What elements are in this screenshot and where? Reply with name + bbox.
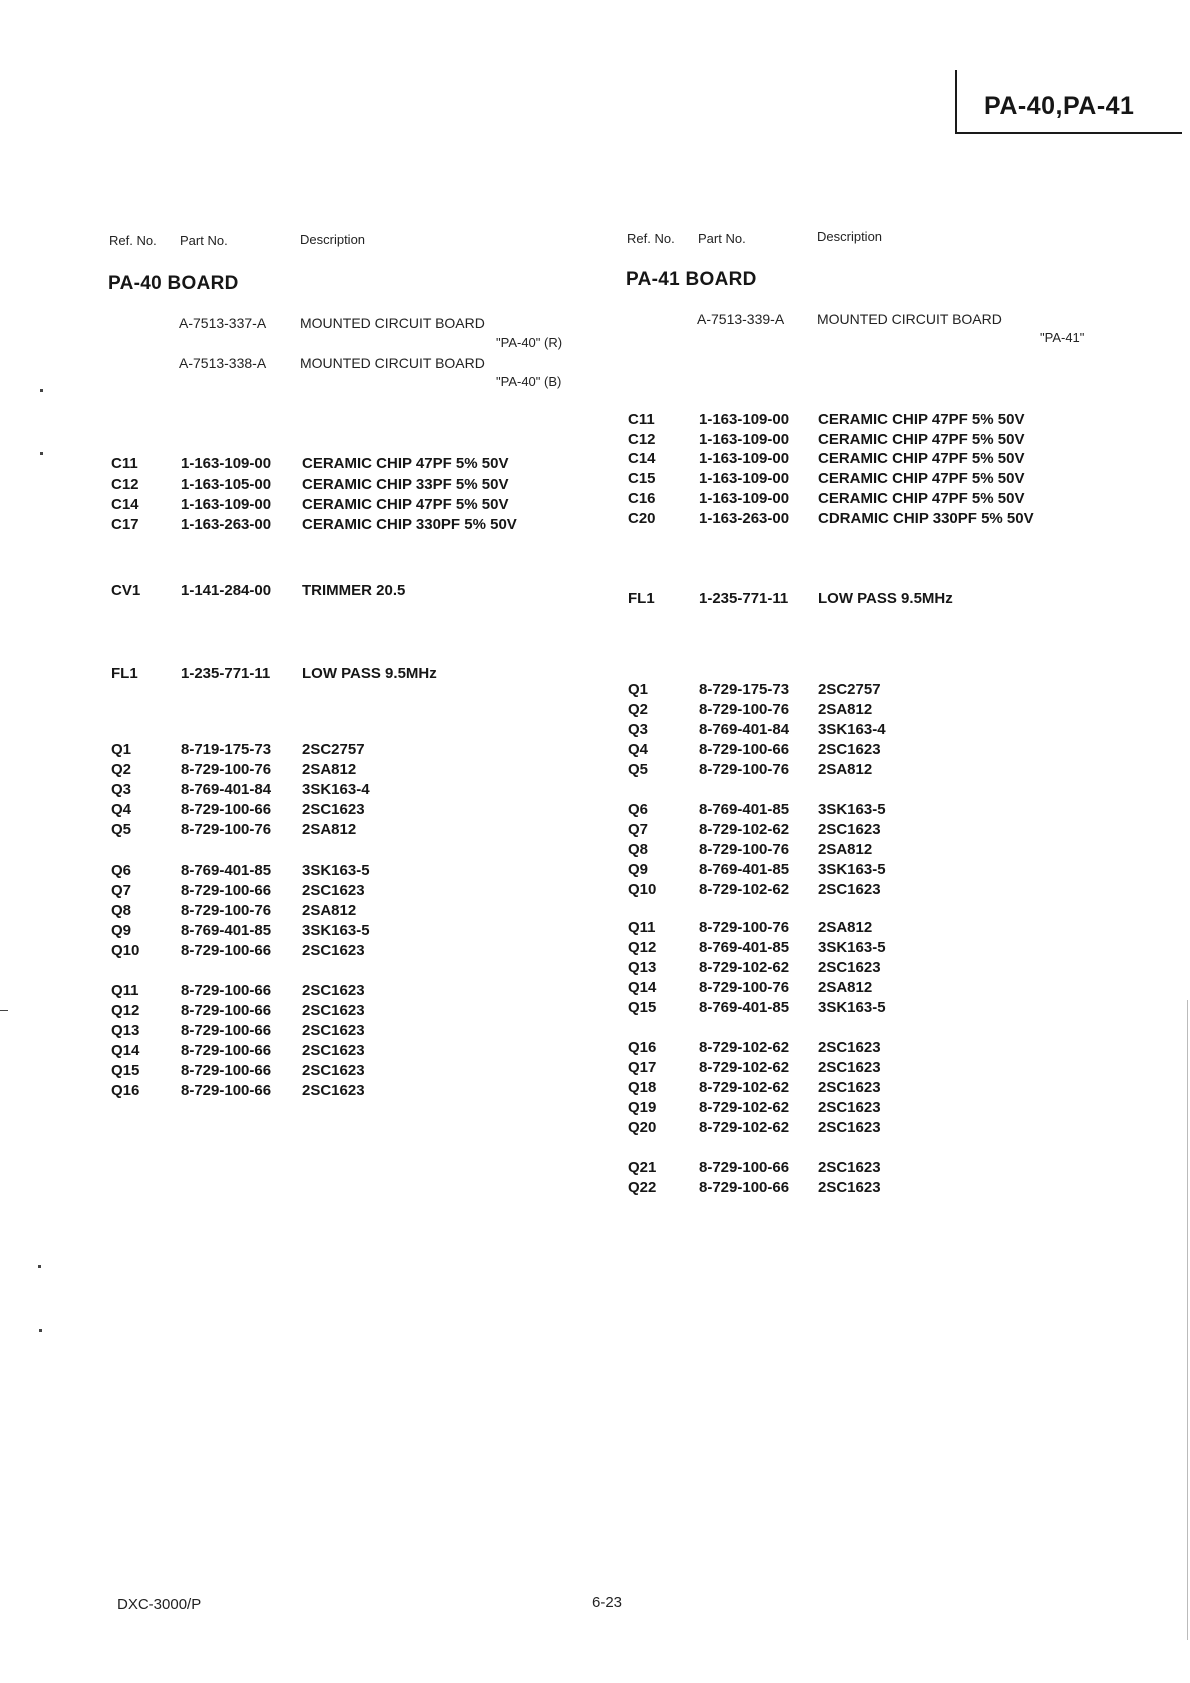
part-part: 8-719-175-73 (181, 741, 272, 758)
part-part: 1-163-109-00 (699, 470, 790, 487)
part-part: 8-729-100-76 (699, 919, 790, 936)
part-desc: 3SK163-5 (302, 862, 370, 879)
part-ref: Q2 (111, 761, 132, 778)
part-ref: Q7 (628, 821, 649, 838)
part-ref: Q16 (111, 1082, 140, 1099)
part-part: 8-729-100-76 (699, 841, 790, 858)
part-part: 8-729-100-66 (181, 942, 272, 959)
part-part: 8-729-102-62 (699, 881, 790, 898)
part-desc: 2SC1623 (818, 1039, 881, 1056)
left-mounted-desc: MOUNTED CIRCUIT BOARD (300, 315, 485, 331)
part-desc: CERAMIC CHIP 47PF 5% 50V (818, 450, 1025, 467)
part-part: 8-769-401-84 (699, 721, 790, 738)
scan-dot (38, 1265, 41, 1268)
part-ref: Q1 (628, 681, 649, 698)
part-ref: Q11 (628, 919, 656, 936)
part-desc: 2SC1623 (302, 1022, 365, 1039)
part-desc: 2SC1623 (818, 821, 881, 838)
part-ref: C15 (628, 470, 656, 487)
right-col-header-ref: Ref. No. (627, 231, 675, 246)
part-part: 8-729-102-62 (699, 959, 790, 976)
part-part: 8-729-100-76 (181, 761, 272, 778)
part-ref: Q16 (628, 1039, 657, 1056)
part-desc: CERAMIC CHIP 330PF 5% 50V (302, 516, 517, 533)
part-ref: Q21 (628, 1159, 657, 1176)
part-part: 8-729-100-66 (699, 1159, 790, 1176)
part-desc: 2SC1623 (302, 1082, 365, 1099)
part-part: 1-163-263-00 (181, 516, 272, 533)
part-ref: C17 (111, 516, 139, 533)
part-desc: 2SC1623 (818, 1179, 881, 1196)
part-ref: C11 (111, 455, 138, 472)
part-desc: 2SA812 (302, 761, 357, 778)
left-mounted-part: A-7513-338-A (179, 355, 267, 371)
part-ref: Q8 (628, 841, 649, 858)
part-ref: Q10 (628, 881, 657, 898)
part-ref: Q15 (111, 1062, 140, 1079)
part-desc: 3SK163-5 (818, 801, 886, 818)
part-desc: CERAMIC CHIP 47PF 5% 50V (818, 431, 1025, 448)
part-ref: Q5 (111, 821, 132, 838)
part-part: 8-729-100-66 (181, 801, 272, 818)
part-part: 8-769-401-85 (181, 862, 272, 879)
part-ref: Q7 (111, 882, 132, 899)
part-ref: Q14 (628, 979, 657, 996)
part-desc: 2SA812 (302, 821, 357, 838)
part-ref: Q9 (628, 861, 649, 878)
part-part: 8-729-100-66 (699, 1179, 790, 1196)
part-desc: 2SC2757 (818, 681, 881, 698)
part-part: 8-729-102-62 (699, 821, 790, 838)
part-part: 8-729-100-76 (181, 821, 272, 838)
part-ref: Q6 (628, 801, 649, 818)
part-part: 1-141-284-00 (181, 582, 272, 599)
scan-dot (40, 452, 43, 455)
part-part: 1-235-771-11 (699, 590, 789, 607)
part-ref: FL1 (111, 665, 138, 682)
part-ref: Q4 (111, 801, 132, 818)
part-part: 8-729-100-66 (181, 1022, 272, 1039)
right-mounted-desc: MOUNTED CIRCUIT BOARD (817, 311, 1002, 327)
part-desc: CERAMIC CHIP 47PF 5% 50V (818, 490, 1025, 507)
part-part: 8-729-100-66 (699, 741, 790, 758)
part-part: 1-163-109-00 (181, 496, 272, 513)
part-ref: Q5 (628, 761, 649, 778)
part-part: 8-769-401-85 (699, 801, 790, 818)
part-part: 8-729-100-76 (181, 902, 272, 919)
part-desc: 2SC1623 (302, 1042, 365, 1059)
part-desc: CERAMIC CHIP 47PF 5% 50V (818, 470, 1025, 487)
part-desc: 2SA812 (818, 701, 873, 718)
part-ref: Q13 (111, 1022, 140, 1039)
part-desc: 2SC1623 (302, 1002, 365, 1019)
part-ref: Q2 (628, 701, 649, 718)
part-ref: Q19 (628, 1099, 657, 1116)
part-desc: CERAMIC CHIP 47PF 5% 50V (302, 455, 509, 472)
scan-edge-line (1187, 1000, 1188, 1640)
part-desc: CDRAMIC CHIP 330PF 5% 50V (818, 510, 1034, 527)
part-ref: FL1 (628, 590, 655, 607)
part-ref: C12 (628, 431, 656, 448)
part-part: 8-729-102-62 (699, 1079, 790, 1096)
part-desc: 2SC1623 (818, 1079, 881, 1096)
part-ref: Q12 (628, 939, 657, 956)
part-part: 8-769-401-85 (699, 999, 790, 1016)
part-ref: Q22 (628, 1179, 657, 1196)
part-ref: Q3 (111, 781, 132, 798)
part-desc: 2SC1623 (818, 959, 881, 976)
part-desc: 3SK163-5 (818, 939, 886, 956)
left-board-title: PA-40 BOARD (108, 273, 239, 294)
part-desc: 3SK163-5 (302, 922, 370, 939)
left-mounted-part: A-7513-337-A (179, 315, 267, 331)
part-ref: Q18 (628, 1079, 657, 1096)
part-ref: Q6 (111, 862, 132, 879)
part-part: 1-163-263-00 (699, 510, 790, 527)
page-title: PA-40,PA-41 (984, 92, 1135, 120)
right-col-header-desc: Description (817, 229, 883, 244)
part-part: 1-163-109-00 (699, 431, 790, 448)
part-part: 1-163-109-00 (699, 490, 790, 507)
part-desc: 2SC1623 (818, 1159, 881, 1176)
part-desc: 2SA812 (818, 761, 873, 778)
part-desc: 2SC1623 (302, 801, 365, 818)
footer-model: DXC-3000/P (117, 1596, 202, 1613)
part-part: 8-729-100-66 (181, 982, 272, 999)
right-col-header-part: Part No. (698, 231, 746, 246)
part-part: 1-163-109-00 (699, 411, 790, 428)
part-part: 8-769-401-85 (699, 939, 790, 956)
part-ref: Q20 (628, 1119, 657, 1136)
scan-dot (40, 389, 43, 392)
part-desc: CERAMIC CHIP 47PF 5% 50V (302, 496, 509, 513)
part-desc: 2SC1623 (302, 882, 365, 899)
part-part: 8-729-100-76 (699, 761, 790, 778)
scan-dot (39, 1329, 42, 1332)
right-board-title: PA-41 BOARD (626, 269, 757, 290)
part-desc: 2SC1623 (818, 741, 881, 758)
part-part: 8-769-401-84 (181, 781, 272, 798)
part-part: 1-163-109-00 (181, 455, 272, 472)
part-desc: 3SK163-5 (818, 999, 886, 1016)
part-ref: CV1 (111, 582, 141, 599)
left-mounted-note: "PA-40" (B) (496, 374, 562, 389)
part-desc: LOW PASS 9.5MHz (302, 665, 437, 682)
part-part: 8-729-100-66 (181, 1082, 272, 1099)
part-desc: CERAMIC CHIP 33PF 5% 50V (302, 476, 509, 493)
part-ref: Q9 (111, 922, 132, 939)
part-ref: Q12 (111, 1002, 140, 1019)
part-desc: 2SC1623 (302, 942, 365, 959)
part-ref: Q15 (628, 999, 657, 1016)
part-ref: C14 (111, 496, 139, 513)
part-desc: 2SC1623 (818, 881, 881, 898)
part-ref: Q1 (111, 741, 132, 758)
part-desc: 2SC1623 (818, 1119, 881, 1136)
part-ref: C16 (628, 490, 656, 507)
part-desc: 2SC1623 (818, 1059, 881, 1076)
part-desc: LOW PASS 9.5MHz (818, 590, 953, 607)
part-ref: Q13 (628, 959, 657, 976)
part-part: 8-729-100-66 (181, 1002, 272, 1019)
part-part: 1-163-105-00 (181, 476, 272, 493)
part-desc: 3SK163-4 (818, 721, 886, 738)
part-part: 1-163-109-00 (699, 450, 790, 467)
part-part: 1-235-771-11 (181, 665, 271, 682)
part-part: 8-729-100-66 (181, 1042, 272, 1059)
part-ref: C14 (628, 450, 656, 467)
right-mounted-part: A-7513-339-A (697, 311, 785, 327)
part-part: 8-769-401-85 (181, 922, 272, 939)
part-ref: C20 (628, 510, 656, 527)
part-desc: 3SK163-4 (302, 781, 370, 798)
part-part: 8-729-102-62 (699, 1039, 790, 1056)
part-part: 8-769-401-85 (699, 861, 790, 878)
part-ref: Q10 (111, 942, 140, 959)
part-part: 8-729-175-73 (699, 681, 790, 698)
part-ref: Q14 (111, 1042, 140, 1059)
part-ref: Q17 (628, 1059, 657, 1076)
left-mounted-desc: MOUNTED CIRCUIT BOARD (300, 355, 485, 371)
part-part: 8-729-100-76 (699, 701, 790, 718)
part-ref: C11 (628, 411, 655, 428)
left-mounted-note: "PA-40" (R) (496, 335, 563, 350)
part-ref: Q3 (628, 721, 649, 738)
part-desc: CERAMIC CHIP 47PF 5% 50V (818, 411, 1025, 428)
part-part: 8-729-102-62 (699, 1119, 790, 1136)
part-desc: TRIMMER 20.5 (302, 582, 406, 599)
part-part: 8-729-100-66 (181, 1062, 272, 1079)
part-desc: 2SC2757 (302, 741, 365, 758)
part-ref: Q11 (111, 982, 139, 999)
scan-dash (0, 1010, 8, 1011)
part-ref: C12 (111, 476, 139, 493)
part-part: 8-729-102-62 (699, 1059, 790, 1076)
part-desc: 2SC1623 (302, 982, 365, 999)
part-desc: 2SA812 (818, 979, 873, 996)
part-ref: Q8 (111, 902, 132, 919)
left-col-header-ref: Ref. No. (109, 233, 157, 248)
footer-page-number: 6-23 (592, 1594, 623, 1611)
part-part: 8-729-100-76 (699, 979, 790, 996)
part-part: 8-729-102-62 (699, 1099, 790, 1116)
part-part: 8-729-100-66 (181, 882, 272, 899)
part-desc: 3SK163-5 (818, 861, 886, 878)
part-desc: 2SA812 (302, 902, 357, 919)
left-col-header-desc: Description (300, 232, 366, 247)
left-col-header-part: Part No. (180, 233, 228, 248)
part-ref: Q4 (628, 741, 649, 758)
part-desc: 2SA812 (818, 841, 873, 858)
right-mounted-note: "PA-41" (1040, 330, 1085, 345)
part-desc: 2SC1623 (302, 1062, 365, 1079)
part-desc: 2SC1623 (818, 1099, 881, 1116)
part-desc: 2SA812 (818, 919, 873, 936)
